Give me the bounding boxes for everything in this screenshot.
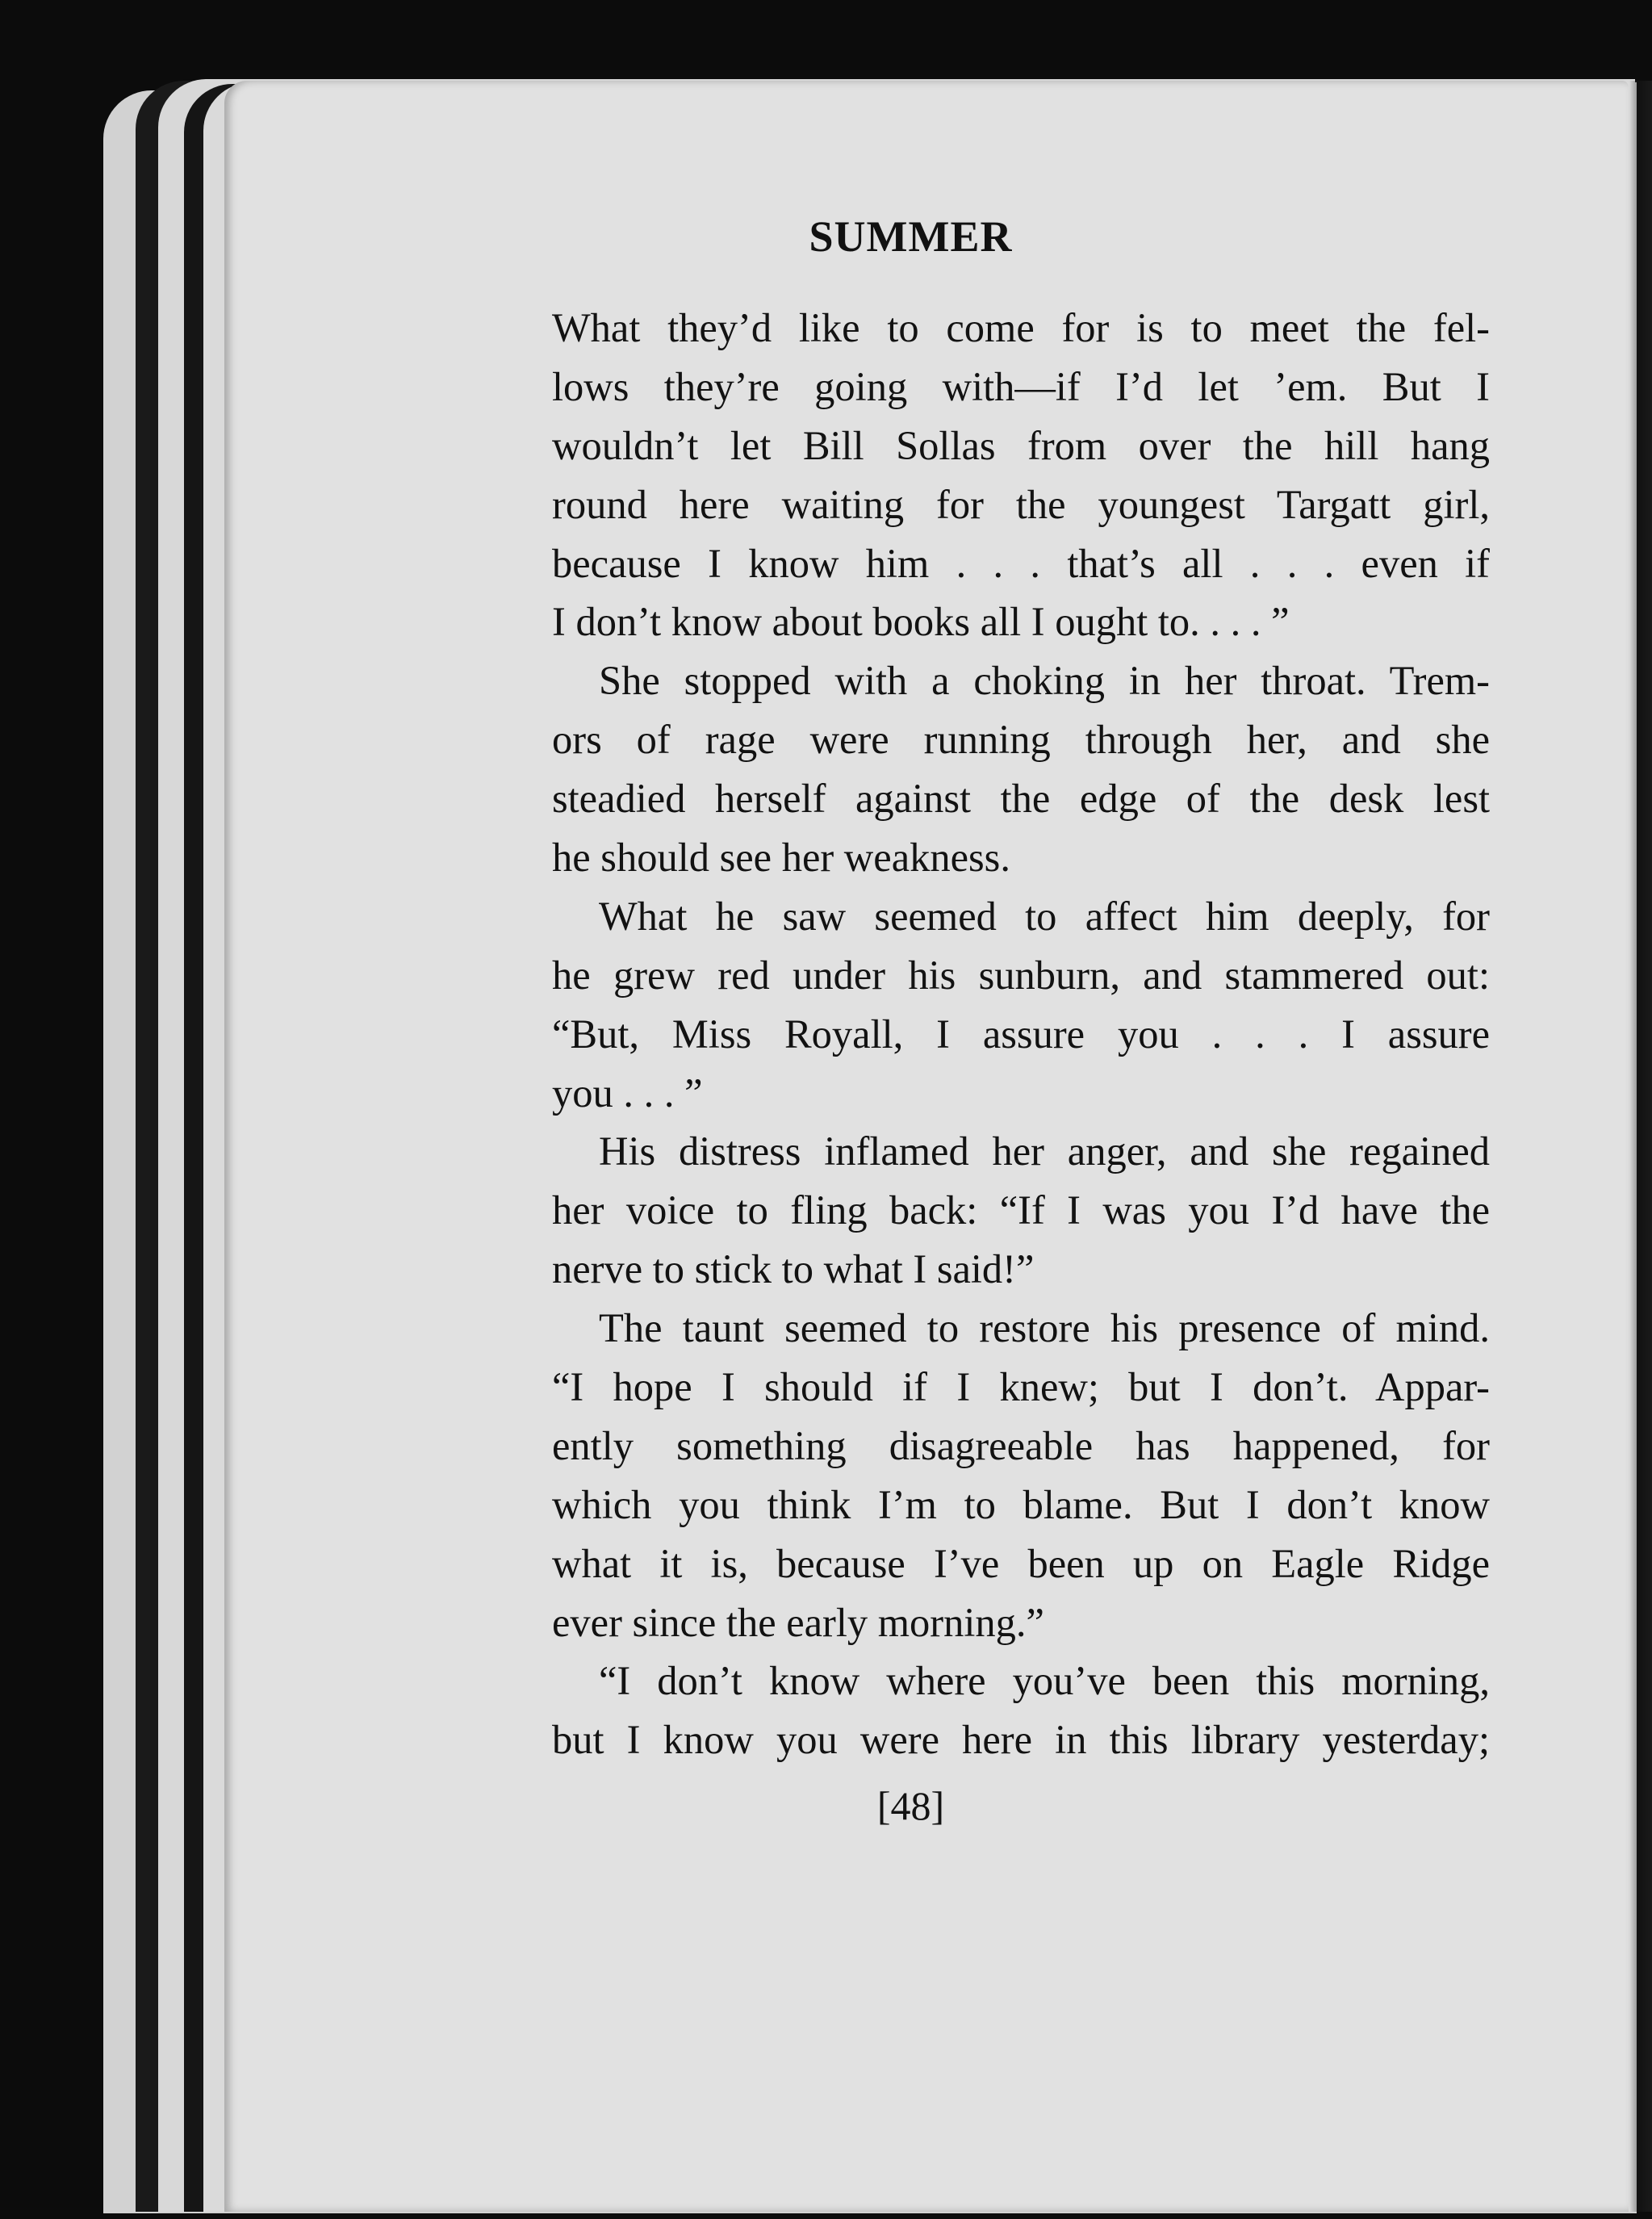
- text-line: steadied herself against the edge of the desk lest: [552, 776, 1490, 822]
- page-number: [48]: [876, 1783, 945, 1828]
- text-line: what it is, because I’ve been up on Eagle Ridge: [552, 1540, 1490, 1586]
- text-line: ors of rage were running through her, and she: [552, 717, 1490, 763]
- text-line: What they’d like to come for is to meet the fel-: [552, 305, 1490, 350]
- text-line: What he saw seemed to affect him deeply, for: [599, 893, 1490, 939]
- gutter-shadow: [1629, 81, 1652, 2212]
- text-line: because I know him . . . that’s all . . . even if: [552, 540, 1490, 586]
- text-line: “But, Miss Royall, I assure you . . . I assure: [552, 1011, 1490, 1057]
- text-line: I don’t know about books all I ought to. . . . ”: [552, 599, 1290, 645]
- text-line: which you think I’m to blame. But I don’t know: [552, 1481, 1490, 1527]
- text-line: His distress inflamed her anger, and she regained: [599, 1128, 1490, 1174]
- text-line: he should see her weakness.: [552, 835, 1010, 881]
- text-line: ever since the early morning.”: [552, 1599, 1044, 1645]
- text-line: you . . . ”: [552, 1070, 703, 1116]
- text-line: lows they’re going with—if I’d let ’em. But I: [552, 363, 1490, 409]
- text-line: wouldn’t let Bill Sollas from over the hill hang: [552, 422, 1490, 468]
- text-line: ently something disagreeable has happened, for: [552, 1422, 1490, 1468]
- text-line: The taunt seemed to restore his presence of mind.: [599, 1305, 1490, 1351]
- text-line: She stopped with a choking in her throat. Trem-: [599, 658, 1490, 704]
- text-line: “I don’t know where you’ve been this morning,: [599, 1658, 1490, 1704]
- text-line: nerve to stick to what I said!”: [552, 1246, 1035, 1292]
- text-line: he grew red under his sunburn, and stammered out:: [552, 952, 1490, 998]
- running-head: SUMMER: [809, 212, 1013, 261]
- text-line: her voice to fling back: “If I was you I’d have the: [552, 1187, 1490, 1233]
- text-line: round here waiting for the youngest Targatt girl,: [552, 481, 1490, 527]
- text-line: but I know you were here in this library yesterday;: [552, 1717, 1490, 1763]
- text-line: “I hope I should if I knew; but I don’t. Appar-: [552, 1364, 1490, 1410]
- body-text: [552, 299, 1490, 1769]
